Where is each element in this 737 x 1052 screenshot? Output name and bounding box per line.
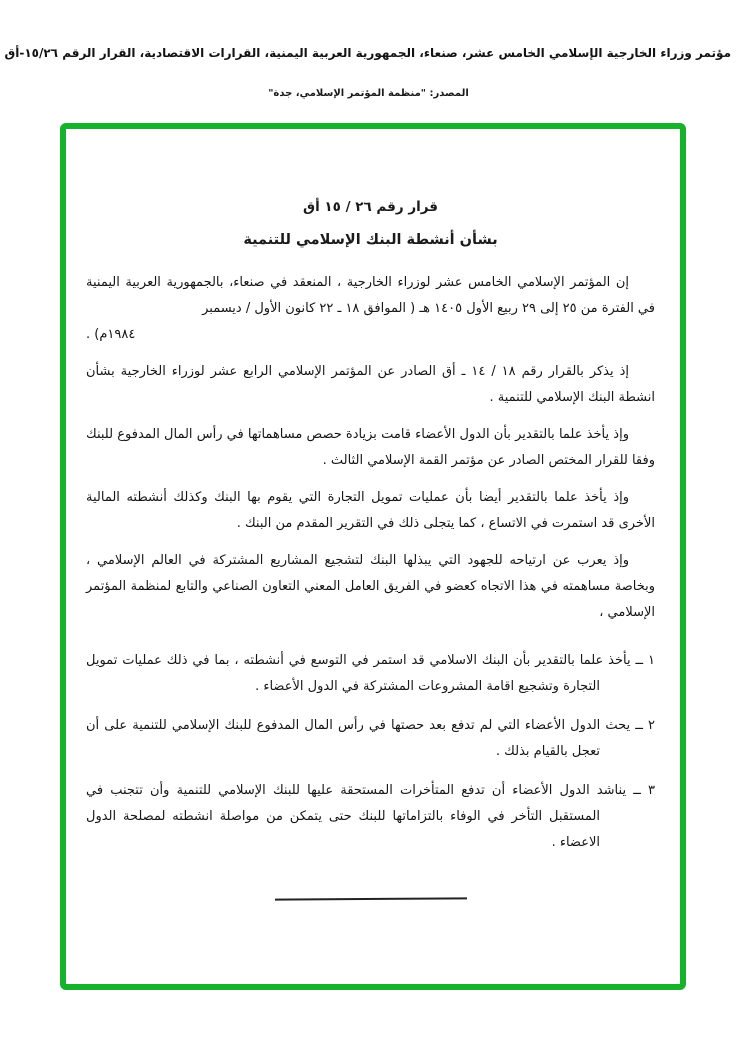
preamble-paragraph-1: [86, 270, 655, 348]
preamble-paragraph-1-text: إن المؤتمر الإسلامي الخامس عشر لوزراء الخارجية ، المنعقد في صنعاء، بالجمهورية العربية اليمنية في الفترة من ٢٥ إلى ٢٩ ربيع الأول ١٤٠٥ هـ ( الموافق ١٨ ـ ٢٢ كانون الأول / ديسمبر: [86, 275, 655, 316]
resolution-body: [66, 129, 680, 984]
resolution-subject-title: بشأن أنشطة البنك الإسلامي للتنمية: [243, 232, 498, 248]
operative-item-1: ١ ــ يأخذ علما بالتقدير بأن البنك الاسلامي قد استمر في التوسع في أنشطته ، بما في ذلك عمليات تمويل التجارة وتشجيع اقامة المشروعات المشتركة في الدول الأعضاء .: [86, 653, 655, 694]
preamble-paragraph-4: وإذ يأخذ علما بالتقدير أيضا بأن عمليات تمويل التجارة التي يقوم بها البنك وكذلك أنشطته المالية الأخرى قد استمرت في الاتساع ، كما يتجلى ذلك في التقرير المقدم من البنك .: [86, 490, 655, 531]
preamble-paragraph-1-tail: ١٩٨٤م) .: [86, 327, 136, 342]
preamble-paragraph-5: وإذ يعرب عن ارتياحه للجهود التي يبذلها البنك لتشجيع المشاريع المشتركة في العالم الإسلامي ، وبخاصة مساهمته في هذا الاتجاه كعضو في الفريق العامل المعني التعاون الصناعي والتابع لمنظمة المؤتمر الإسلامي ،: [86, 553, 655, 620]
preamble-paragraph-2: إذ يذكر بالقرار رقم ١٨ / ١٤ ـ أق الصادر عن المؤتمر الإسلامي الرابع عشر لوزراء الخارجية بشأن انشطة البنك الإسلامي للتنمية .: [86, 364, 655, 405]
document-frame: [60, 123, 686, 990]
bottom-separator-line: [274, 897, 466, 900]
header-source: المصدر: "منظمة المؤتمر الإسلامي، جدة": [268, 88, 469, 99]
operative-item-3: ٣ ــ يناشد الدول الأعضاء أن تدفع المتأخرات المستحقة عليها للبنك الإسلامي للتنمية وأن تتجنب في المستقبل التأخر في الوفاء بالتزاماتها للبنك حتى يتمكن من مواصلة انشطته لمصلحة الدول الاعضاء .: [86, 783, 655, 850]
operative-item-2: ٢ ــ يحث الدول الأعضاء التي لم تدفع بعد حصتها في رأس المال المدفوع للبنك الإسلامي للتنمية على أن تعجل بالقيام بذلك .: [86, 718, 655, 759]
resolution-number-title: قرار رقم ٢٦ / ١٥ أق: [303, 199, 438, 215]
header-citation: مؤتمر وزراء الخارجية الإسلامي الخامس عشر، صنعاء، الجمهورية العربية اليمنية، القرارات الاقتصادية، القرار الرقم ١٥/٢٦-أق: [4, 46, 731, 60]
preamble-paragraph-3: وإذ يأخذ علما بالتقدير بأن الدول الأعضاء قامت بزيادة حصص مساهماتها في رأس المال المدفوع للبنك وفقا للقرار المختص الصادر عن مؤتمر القمة الإسلامي الثالث .: [86, 427, 655, 468]
